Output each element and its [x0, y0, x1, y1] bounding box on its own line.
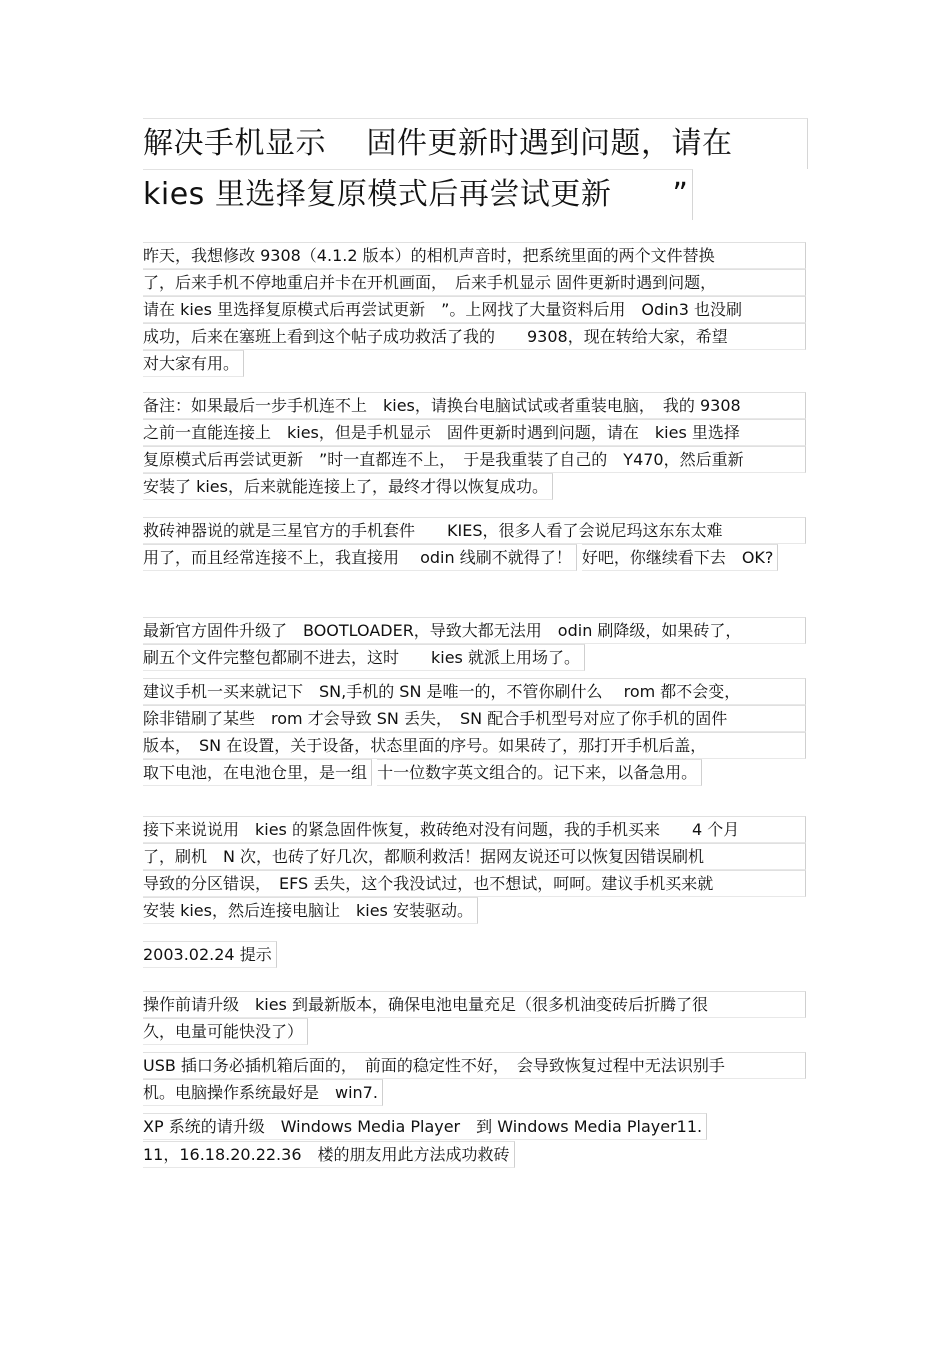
text-line: 除非错刷了某些 rom 才会导致 SN 丢失， SN 配合手机型号对应了你手机的固件	[143, 705, 806, 732]
text-line: 安装了 kies，后来就能连接上了，最终才得以恢复成功。	[143, 473, 553, 500]
paragraph-date-tip	[143, 941, 806, 975]
text-line: 请在 kies 里选择复原模式后再尝试更新 ”。上网找了大量资料后用 Odin3 也没刷	[143, 296, 806, 323]
text-line: 机。电脑操作系统最好是 win7.	[143, 1079, 383, 1106]
paragraph-success-note	[143, 1141, 806, 1175]
text-line: USB 插口务必插机箱后面的， 前面的稳定性不好， 会导致恢复过程中无法识别手	[143, 1052, 806, 1079]
paragraph-intro	[143, 242, 806, 384]
text-line: 2003.02.24 提示	[143, 941, 277, 968]
text-line: 导致的分区错误， EFS 丢失，这个我没试过，也不想试，呵呵。建议手机买来就	[143, 870, 806, 897]
text-line: 取下电池，在电池仓里，是一组	[143, 759, 372, 786]
text-line: 成功，后来在塞班上看到这个帖子成功救活了我的 9308，现在转给大家，希望	[143, 323, 806, 350]
text-line: 久，电量可能快没了）	[143, 1018, 308, 1045]
text-line: 之前一直能连接上 kies，但是手机显示 固件更新时遇到问题，请在 kies 里选择	[143, 419, 806, 446]
paragraph-kies-intro	[143, 517, 806, 578]
text-line: 对大家有用。	[143, 350, 244, 377]
text-line: 用了，而且经常连接不上，我直接用 odin 线刷不就得了！	[143, 544, 577, 571]
text-line: 接下来说说用 kies 的紧急固件恢复，救砖绝对没有问题，我的手机买来 4 个月	[143, 816, 806, 843]
title-line-1: 解决手机显示 固件更新时遇到问题，请在	[143, 118, 808, 169]
text-line: 复原模式后再尝试更新 ”时一直都连不上， 于是我重装了自己的 Y470，然后重新	[143, 446, 806, 473]
text-line: 救砖神器说的就是三星官方的手机套件 KIES，很多人看了会说尼玛这东东太难	[143, 517, 806, 544]
text-line: 刷五个文件完整包都刷不进去，这时 kies 就派上用场了。	[143, 644, 585, 671]
paragraph-tips	[143, 991, 806, 1147]
page-title	[143, 118, 808, 220]
text-line: 好吧，你继续看下去 OK?	[582, 544, 779, 571]
text-line: 版本， SN 在设置，关于设备，状态里面的序号。如果砖了，那打开手机后盖，	[143, 732, 806, 759]
text-line: 了，刷机 N 次，也砖了好几次，都顺利救活！据网友说还可以恢复因错误刷机	[143, 843, 806, 870]
text-line: 11，16.18.20.22.36 楼的朋友用此方法成功救砖	[143, 1141, 515, 1168]
title-line-2: kies 里选择复原模式后再尝试更新 ”	[143, 169, 693, 220]
text-line: 昨天，我想修改 9308（4.1.2 版本）的相机声音时，把系统里面的两个文件替换	[143, 242, 806, 269]
text-line: 安装 kies，然后连接电脑让 kies 安装驱动。	[143, 897, 478, 924]
text-line: 了，后来手机不停地重启并卡在开机画面， 后来手机显示 固件更新时遇到问题，	[143, 269, 806, 296]
text-line: 备注：如果最后一步手机连不上 kies，请换台电脑试试或者重装电脑， 我的 9308	[143, 392, 806, 419]
text-line: XP 系统的请升级 Windows Media Player 到 Windows Media Player11.	[143, 1113, 707, 1140]
paragraph-emergency-recovery	[143, 816, 806, 931]
text-line: 建议手机一买来就记下 SN,手机的 SN 是唯一的，不管你刷什么 rom 都不会变，	[143, 678, 806, 705]
text-line: 最新官方固件升级了 BOOTLOADER，导致大都无法用 odin 刷降级，如果砖了，	[143, 617, 806, 644]
text-line: 操作前请升级 kies 到最新版本，确保电池电量充足（很多机油变砖后折腾了很	[143, 991, 806, 1018]
text-line: 十一位数字英文组合的。记下来，以备急用。	[377, 759, 702, 786]
paragraph-bootloader	[143, 617, 806, 793]
paragraph-note	[143, 392, 806, 507]
